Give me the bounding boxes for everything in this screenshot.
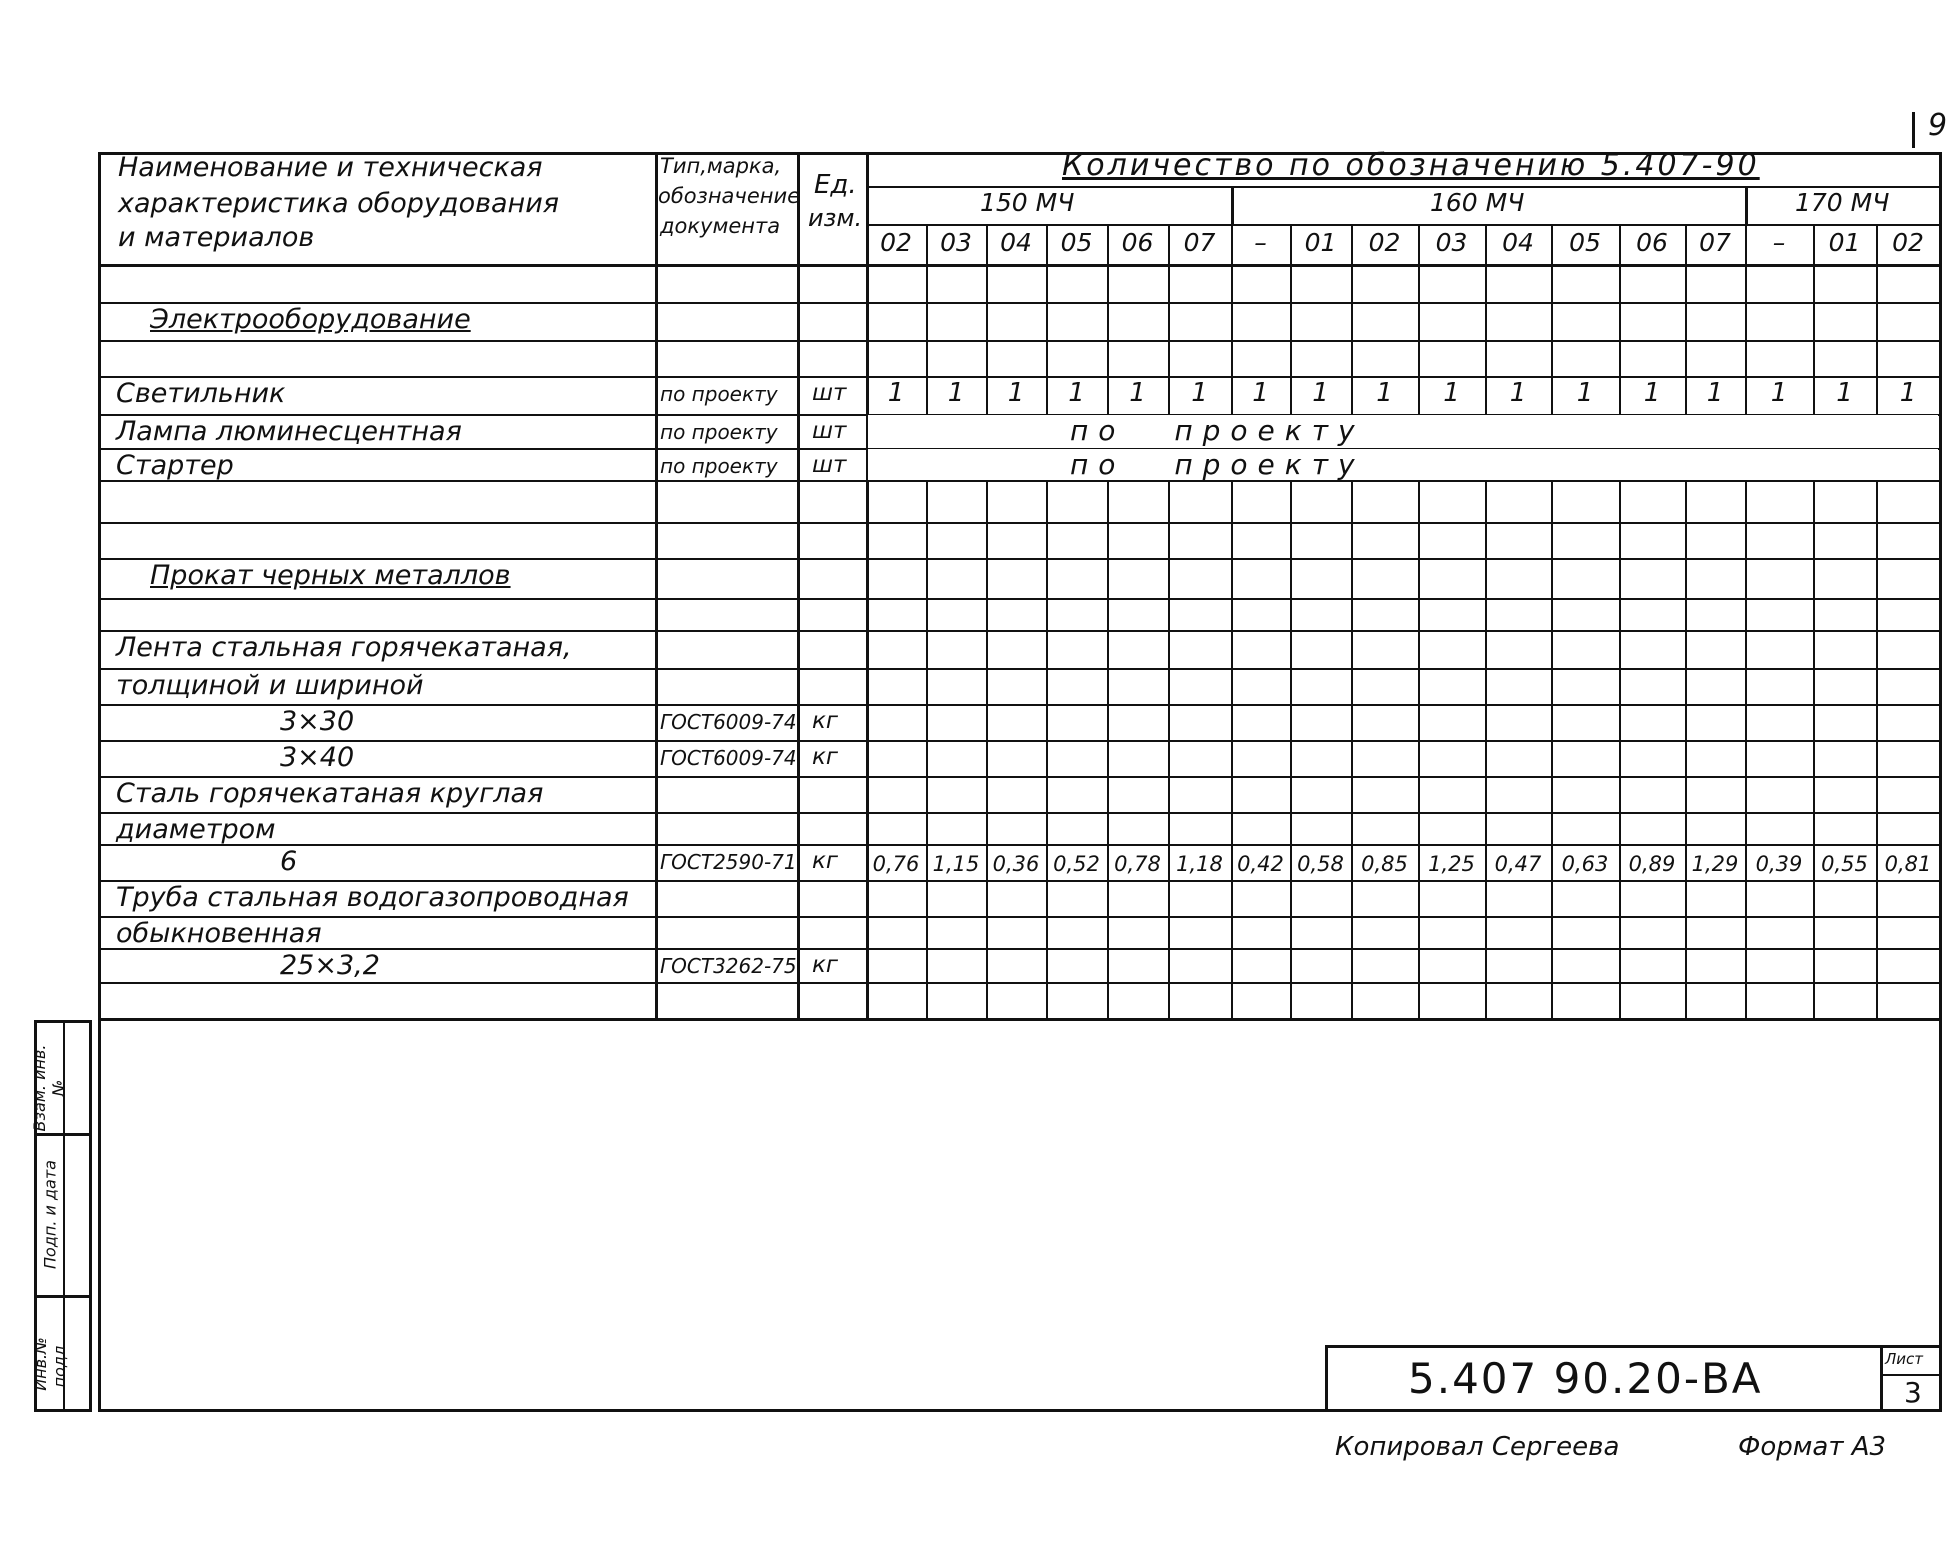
subcol-header: 02 (1368, 228, 1401, 257)
page-number: 9 (1928, 108, 1948, 143)
qty-value: 0,78 (1114, 852, 1161, 876)
item-type: по проекту (660, 382, 778, 406)
header-name-line-2: характеристика оборудования (118, 188, 559, 219)
side-stamp (30, 1020, 92, 1412)
subcol-header: 06 (1636, 228, 1668, 257)
qty-value: 1 (1007, 378, 1025, 408)
qty-value: 0,63 (1561, 852, 1609, 876)
grid-qty-col-line (1351, 224, 1353, 1018)
item-name: диаметром (116, 814, 276, 845)
qty-value: 1 (1706, 378, 1724, 408)
qty-value: 1 (887, 378, 905, 408)
sheet-cell-divider (1880, 1348, 1883, 1412)
item-name: 25×3,2 (280, 950, 380, 981)
qty-value: 1,29 (1691, 852, 1739, 876)
item-name: толщиной и шириной (116, 670, 424, 701)
qty-value: 1 (1770, 378, 1788, 408)
qty-value: 0,47 (1494, 852, 1542, 876)
grid-row-line (98, 844, 1940, 846)
grid-qty-col-line (1745, 224, 1747, 1018)
item-unit: шт (812, 418, 847, 444)
item-type: ГОСТ6009-74 (660, 710, 797, 734)
subcol-header: 04 (1000, 228, 1032, 257)
item-name: Сталь горячекатаная круглая (116, 778, 544, 809)
grid-qty-col-line (986, 224, 988, 1018)
item-name: Лента стальная горячекатаная, (116, 632, 572, 663)
item-type: по проекту (660, 454, 778, 478)
item-name: 6 (280, 846, 298, 877)
qty-value: 1 (1643, 378, 1661, 408)
grid-qty-col-line (1168, 224, 1170, 1018)
qty-value: 0,55 (1821, 852, 1868, 876)
qty-value: 0,42 (1237, 852, 1284, 876)
header-type-line-2: обозначение (658, 184, 801, 208)
qty-value: 1,18 (1176, 852, 1223, 876)
group-150: 150 МЧ (980, 188, 1075, 217)
grid-group-divider (1231, 186, 1234, 224)
section-heading: Электрооборудование (150, 304, 471, 335)
subcol-header: 07 (1183, 228, 1216, 257)
section-heading: Прокат черных металлов (150, 560, 511, 591)
grid-qty-col-line (1046, 224, 1048, 1018)
subcol-header: 02 (880, 228, 912, 257)
qty-value: 0,36 (992, 852, 1040, 876)
item-name: 3×30 (280, 706, 355, 737)
header-unit-line-2: изм. (808, 204, 863, 232)
item-unit: кг (812, 848, 838, 874)
grid-row-line (98, 480, 1940, 482)
qty-value: 1 (1443, 378, 1460, 408)
grid-row-line (98, 340, 1940, 342)
grid-col-type-divider (797, 152, 800, 1018)
item-unit: шт (812, 380, 847, 406)
header-type-line-3: документа (660, 214, 781, 238)
grid-col-unit-divider (866, 152, 869, 1018)
doc-code: 5.407 90.20-ВА (1408, 1354, 1763, 1403)
qty-value: 0,81 (1884, 852, 1932, 876)
group-170: 170 МЧ (1795, 188, 1890, 217)
subcol-header: 02 (1892, 228, 1924, 257)
qty-value: 0,89 (1628, 852, 1676, 876)
subcol-header: 03 (1435, 228, 1468, 257)
qty-value: 1,25 (1428, 852, 1475, 876)
header-name-line-3: и материалов (118, 222, 315, 253)
item-name: 3×40 (280, 742, 355, 773)
header-type-line-1: Тип,марка, (660, 154, 782, 178)
grid-qty-col-line (1619, 224, 1621, 1018)
side-stamp-sign: Подп. и дата (40, 1160, 60, 1269)
side-stamp-inv: Инв.№ подл. (31, 1337, 69, 1391)
qty-value: 1 (1509, 378, 1527, 408)
merged-qty-text: по проекту (1070, 448, 1365, 481)
item-type: ГОСТ2590-71 (660, 850, 797, 874)
grid-qty-col-line (1876, 224, 1878, 1018)
subcol-header: – (1254, 228, 1267, 257)
qty-value: 1 (1252, 378, 1269, 408)
header-quantity-title: Количество по обозначению 5.407-90 (1062, 148, 1760, 183)
grid-group-divider (1745, 186, 1748, 224)
qty-value: 1 (947, 378, 965, 408)
grid-qty-col-line (926, 224, 928, 1018)
item-name: обыкновенная (116, 918, 322, 949)
qty-value: 0,52 (1053, 852, 1100, 876)
subcol-header: 01 (1304, 228, 1337, 257)
grid-row-line (98, 1018, 1940, 1021)
title-block (1325, 1345, 1942, 1412)
qty-value: 1 (1836, 378, 1853, 408)
item-type: ГОСТ3262-75 (660, 954, 797, 978)
subcol-header: 05 (1060, 228, 1093, 257)
grid-row-line (98, 982, 1940, 984)
subcol-header: 03 (940, 228, 972, 257)
grid-col-name-divider (655, 152, 658, 1018)
qty-value: 0,39 (1755, 852, 1803, 876)
qty-value: 1 (1376, 378, 1393, 408)
qty-value: 1 (1899, 378, 1917, 408)
qty-value: 1 (1312, 378, 1329, 408)
grid-qty-col-line (1551, 224, 1553, 1018)
item-type: по проекту (660, 420, 778, 444)
item-name: Стартер (116, 450, 234, 481)
item-name: Труба стальная водогазопроводная (116, 882, 629, 913)
qty-value: 1 (1191, 378, 1208, 408)
side-stamp-replace: Взам. инв.№ (30, 1044, 68, 1132)
item-unit: кг (812, 744, 838, 770)
item-unit: кг (812, 952, 838, 978)
subcol-header: 06 (1121, 228, 1154, 257)
qty-value: 1,15 (932, 852, 980, 876)
sheet-label: Лист (1885, 1350, 1924, 1368)
header-unit-line-1: Ед. (814, 170, 857, 200)
grid-qty-col-line (1685, 224, 1687, 1018)
qty-value: 1 (1068, 378, 1085, 408)
grid-qty-col-line (1107, 224, 1109, 1018)
header-name-line-1: Наименование и техническая (118, 152, 543, 183)
item-unit: шт (812, 452, 847, 478)
item-name: Лампа люминесцентная (116, 416, 462, 447)
footer-format: Формат А3 (1738, 1432, 1887, 1462)
grid-row-line (98, 522, 1940, 524)
subcol-header: 05 (1569, 228, 1601, 257)
subcol-header: – (1772, 228, 1786, 257)
item-unit: кг (812, 708, 838, 734)
footer-copied: Копировал Сергеева (1335, 1432, 1620, 1462)
grid-subhead-line (866, 224, 1940, 226)
grid-header-bottom (98, 264, 1940, 267)
grid-row-line (98, 704, 1940, 706)
item-name: Светильник (116, 378, 286, 409)
grid-row-line (98, 916, 1940, 918)
grid-row-line (98, 598, 1940, 600)
grid-qty-col-line (1485, 224, 1487, 1018)
subcol-header: 01 (1828, 228, 1861, 257)
subcol-header: 04 (1502, 228, 1534, 257)
grid-qty-col-line (1231, 224, 1233, 1018)
subcol-header: 07 (1699, 228, 1731, 257)
item-type: ГОСТ6009-74 (660, 746, 797, 770)
qty-value: 0,76 (872, 852, 920, 876)
merged-qty-cell (868, 449, 1938, 480)
grid-qty-col-line (1290, 224, 1292, 1018)
grid-qty-col-line (1418, 224, 1420, 1018)
qty-value: 1 (1129, 378, 1146, 408)
group-160: 160 МЧ (1430, 188, 1525, 217)
grid-row-line (98, 812, 1940, 814)
grid-qty-col-line (1813, 224, 1815, 1018)
qty-value: 0,85 (1361, 852, 1408, 876)
sheet-number: 3 (1904, 1376, 1922, 1409)
qty-value: 0,58 (1297, 852, 1344, 876)
grid-row-line (98, 740, 1940, 742)
merged-qty-text: по проекту (1070, 414, 1365, 447)
merged-qty-cell (868, 415, 1938, 448)
qty-value: 1 (1576, 378, 1594, 408)
